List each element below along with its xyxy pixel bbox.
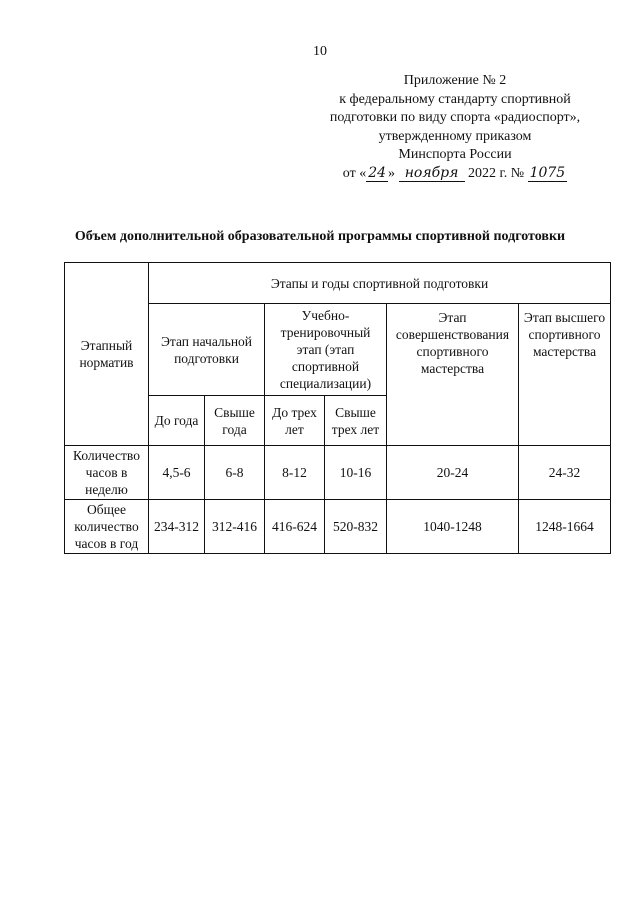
table-cell: 312-416: [205, 500, 265, 554]
annex-line-2: к федеральному стандарту спортивной: [339, 91, 571, 107]
table-cell: 8-12: [265, 446, 325, 500]
document-title: Объем дополнительной образовательной программы спортивной подготовки: [74, 229, 566, 244]
row-header-cell: Этапный норматив: [65, 263, 149, 446]
table-cell: 20-24: [387, 446, 519, 500]
annex-header: [300, 72, 610, 183]
stage-training-header: Учебно-тренировочный этап (этап спортивной специализации): [265, 304, 387, 396]
order-date-year: 2022 г. №: [468, 165, 525, 181]
order-date-month: ноября: [399, 165, 465, 182]
table-cell: 234-312: [149, 500, 205, 554]
table-cell: 24-32: [519, 446, 611, 500]
table-row: [65, 446, 611, 500]
stage-improvement-header: Этап совершенствования спортивного мастерства: [387, 304, 519, 446]
program-volume-table: [64, 262, 611, 554]
annex-line-1: Приложение № 2: [403, 73, 507, 88]
table-cell: 1040-1248: [387, 500, 519, 554]
table-cell: 1248-1664: [519, 500, 611, 554]
year-training-2: Свыше трех лет: [325, 396, 387, 446]
order-date-prefix: от «: [342, 165, 367, 181]
year-initial-2: Свыше года: [205, 396, 265, 446]
stage-initial-header: Этап начальной подготовки: [149, 304, 265, 396]
table-cell: 6-8: [205, 446, 265, 500]
annex-line-3: подготовки по виду спорта «радиоспорт»,: [329, 110, 581, 125]
table-cell: 10-16: [325, 446, 387, 500]
year-initial-1: До года: [149, 396, 205, 446]
annex-line-5: Минспорта России: [398, 147, 512, 162]
year-training-1: До трех лет: [265, 396, 325, 446]
annex-line-4: утвержденному приказом: [378, 128, 532, 144]
table-cell: 520-832: [325, 500, 387, 554]
stages-group-header: Этапы и годы спортивной подготовки: [149, 263, 611, 304]
order-number: 1075: [529, 164, 566, 181]
stage-highest-header: Этап высшего спортивного мастерства: [519, 304, 611, 446]
order-date-day: 24: [368, 164, 387, 181]
table-row: [65, 500, 611, 554]
row-label: Общее количество часов в год: [65, 500, 149, 554]
row-label: Количество часов в неделю: [65, 446, 149, 500]
page-number: 10: [313, 44, 327, 59]
table-cell: 4,5-6: [149, 446, 205, 500]
table-cell: 416-624: [265, 500, 325, 554]
order-date-line: [300, 165, 610, 184]
order-date-mid: »: [388, 165, 396, 181]
